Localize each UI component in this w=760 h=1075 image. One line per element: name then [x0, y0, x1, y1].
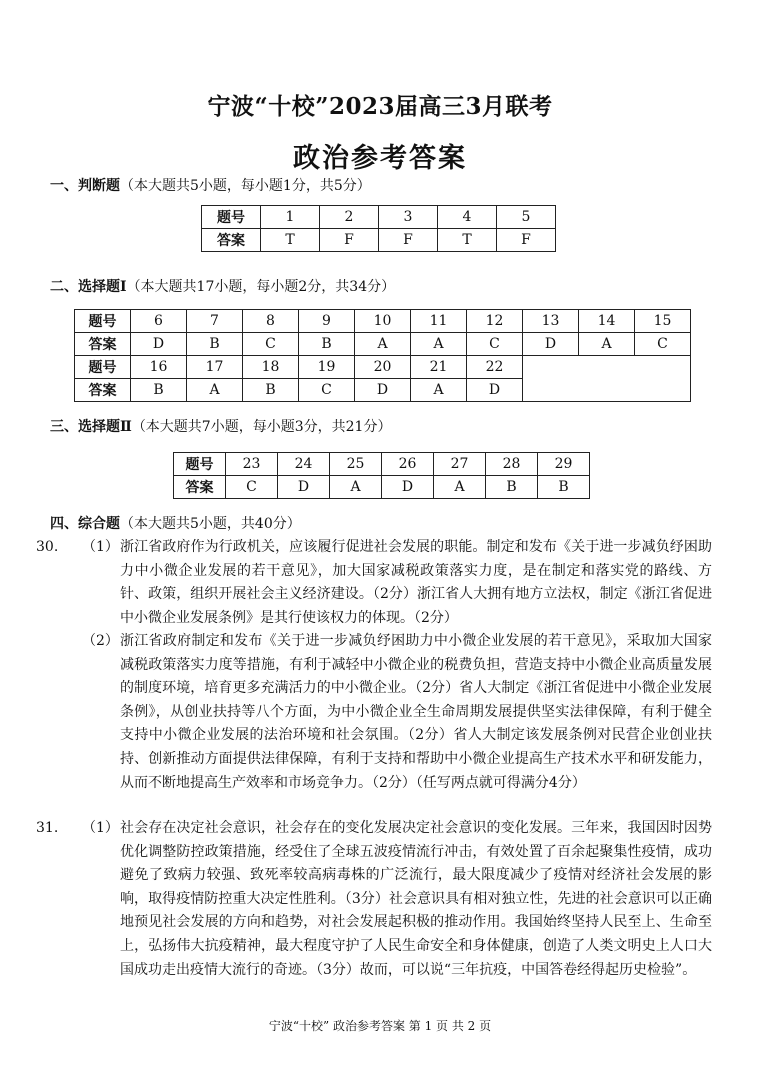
table-cell: 1 — [261, 206, 320, 229]
table-row — [75, 333, 691, 356]
table-cell: C — [243, 333, 299, 356]
table-cell: A — [187, 379, 243, 402]
table-cell: A — [355, 333, 411, 356]
answer-paragraph: 浙江省政府制定和发布《关于进一步减负纾困助力中小微企业发展的若干意见》，采取加大国家减税政策落实力度等措施，有利于减轻中小微企业的税费负担，营造支持中小微企业高质量发展的制度环境，培育更多充满活力的中小微企业。（2分）省人大制定《浙江省促进中小微企业发展条例》，从创业扶持等八个方面，为中小微企业全生命周期发展提供坚实法律保障，有利于健全支持中小微企业发展的法治环境和社会氛围。（2分）省人大制定该发展条例对民营企业创业扶持、创新推动方面提供法律保障，有利于支持和帮助中小微企业提高生产技术水平和研发能力，从而不断地提高生产效率和市场竞争力。（2分）（任写两点就可得满分4分） — [120, 633, 712, 791]
table-cell: A — [411, 333, 467, 356]
part-label: （1） — [82, 539, 119, 555]
part-label: （2） — [82, 633, 119, 649]
table-cell: 22 — [467, 356, 523, 379]
table-cell: D — [382, 476, 434, 499]
section-4-title: 四、综合题 — [50, 516, 120, 532]
table-cell: 9 — [299, 310, 355, 333]
section-3-note: （本大题共7小题，每小题3分，共21分） — [131, 419, 392, 435]
row-label-question: 题号 — [75, 310, 131, 333]
table-cell: D — [467, 379, 523, 402]
table-cell: 5 — [497, 206, 556, 229]
table-cell: 14 — [579, 310, 635, 333]
table-cell: B — [187, 333, 243, 356]
table-cell: 8 — [243, 310, 299, 333]
section-1-answer-table — [201, 205, 556, 252]
table-cell: 24 — [278, 453, 330, 476]
table-cell: D — [523, 333, 579, 356]
table-cell: 18 — [243, 356, 299, 379]
row-label-answer: 答案 — [202, 229, 261, 252]
table-row — [75, 310, 691, 333]
table-cell: 12 — [467, 310, 523, 333]
table-cell: A — [330, 476, 382, 499]
question-30 — [0, 536, 760, 816]
section-2-heading — [50, 278, 395, 296]
table-cell: D — [355, 379, 411, 402]
section-1-heading — [50, 177, 371, 195]
table-row — [174, 476, 590, 499]
table-cell: 19 — [299, 356, 355, 379]
table-cell: T — [261, 229, 320, 252]
table-cell: 10 — [355, 310, 411, 333]
row-label-answer: 答案 — [174, 476, 226, 499]
section-2-title: 二、选择题Ⅰ — [50, 279, 127, 295]
table-cell: A — [434, 476, 486, 499]
table-cell: B — [131, 379, 187, 402]
question-number: 30. — [36, 539, 59, 555]
table-cell: 21 — [411, 356, 467, 379]
table-cell: F — [320, 229, 379, 252]
page-footer: 宁波“十校” 政治参考答案 第 1 页 共 2 页 — [268, 1019, 492, 1033]
table-cell: 6 — [131, 310, 187, 333]
table-cell: B — [243, 379, 299, 402]
table-row — [202, 229, 556, 252]
table-cell: 13 — [523, 310, 579, 333]
table-cell: 20 — [355, 356, 411, 379]
table-cell: 16 — [131, 356, 187, 379]
table-cell: 26 — [382, 453, 434, 476]
table-cell: 23 — [226, 453, 278, 476]
empty-cell — [523, 356, 691, 402]
exam-title: 宁波“十校”2023届高三3月联考 — [207, 93, 553, 120]
table-cell: 15 — [635, 310, 691, 333]
table-cell: A — [411, 379, 467, 402]
table-cell: 29 — [538, 453, 590, 476]
table-row — [75, 356, 691, 379]
table-cell: 4 — [438, 206, 497, 229]
table-cell: 2 — [320, 206, 379, 229]
row-label-question: 题号 — [75, 356, 131, 379]
section-4-note: （本大题共5小题，共40分） — [120, 516, 301, 532]
row-label-answer: 答案 — [75, 333, 131, 356]
row-label-answer: 答案 — [75, 379, 131, 402]
section-2-note: （本大题共17小题，每小题2分，共34分） — [126, 279, 396, 295]
table-cell: B — [299, 333, 355, 356]
table-cell: 27 — [434, 453, 486, 476]
table-cell: C — [467, 333, 523, 356]
section-1-note: （本大题共5小题，每小题1分，共5分） — [120, 178, 371, 194]
table-cell: B — [538, 476, 590, 499]
table-cell: C — [299, 379, 355, 402]
row-label-question: 题号 — [202, 206, 261, 229]
section-4-heading — [50, 515, 301, 533]
answer-paragraph: 社会存在决定社会意识，社会存在的变化发展决定社会意识的变化发展。三年来，我国因时因势优化调整防控政策措施，经受住了全球五波疫情流行冲击，有效处置了百余起聚集性疫情，成功避免了致病力较强、致死率较高病毒株的广泛流行，最大限度减少了疫情对经济社会发展的影响，取得疫情防控重大决定性胜利。（3分）社会意识具有相对独立性，先进的社会意识可以正确地预见社会发展的方向和趋势，对社会发展起积极的推动作用。我国始终坚持人民至上、生命至上，弘扬伟大抗疫精神，最大程度守护了人民生命安全和身体健康，创造了人类文明史上人口大国成功走出疫情大流行的奇迹。（3分）故而，可以说“三年抗疫，中国答卷经得起历史检验”。 — [120, 820, 712, 978]
table-cell: A — [579, 333, 635, 356]
table-cell: 17 — [187, 356, 243, 379]
section-2-answer-table — [74, 309, 691, 402]
table-cell: 25 — [330, 453, 382, 476]
table-cell: T — [438, 229, 497, 252]
table-cell: 28 — [486, 453, 538, 476]
table-cell: C — [226, 476, 278, 499]
table-cell: D — [278, 476, 330, 499]
answer-paragraph: 浙江省政府作为行政机关，应该履行促进社会发展的职能。制定和发布《关于进一步减负纾困助力中小微企业发展的若干意见》，加大国家减税政策落实力度，是在制定和落实党的路线、方针、政策，组织开展社会主义经济建设。（2分）浙江省人大拥有地方立法权，制定《浙江省促进中小微企业发展条例》是其行使该权力的体现。（2分） — [120, 539, 712, 626]
table-cell: 11 — [411, 310, 467, 333]
table-row — [202, 206, 556, 229]
table-row — [174, 453, 590, 476]
part-label: （1） — [82, 820, 119, 836]
section-3-heading — [50, 418, 391, 436]
table-cell: 7 — [187, 310, 243, 333]
table-cell: C — [635, 333, 691, 356]
question-number: 31. — [36, 820, 59, 836]
section-3-answer-table — [173, 452, 590, 499]
section-3-title: 三、选择题Ⅱ — [50, 419, 132, 435]
table-cell: F — [379, 229, 438, 252]
table-cell: F — [497, 229, 556, 252]
table-cell: D — [131, 333, 187, 356]
table-cell: B — [486, 476, 538, 499]
table-cell: 3 — [379, 206, 438, 229]
row-label-question: 题号 — [174, 453, 226, 476]
section-1-title: 一、判断题 — [50, 178, 120, 194]
question-31 — [0, 817, 760, 1007]
page-title: 政治参考答案 — [293, 143, 467, 174]
